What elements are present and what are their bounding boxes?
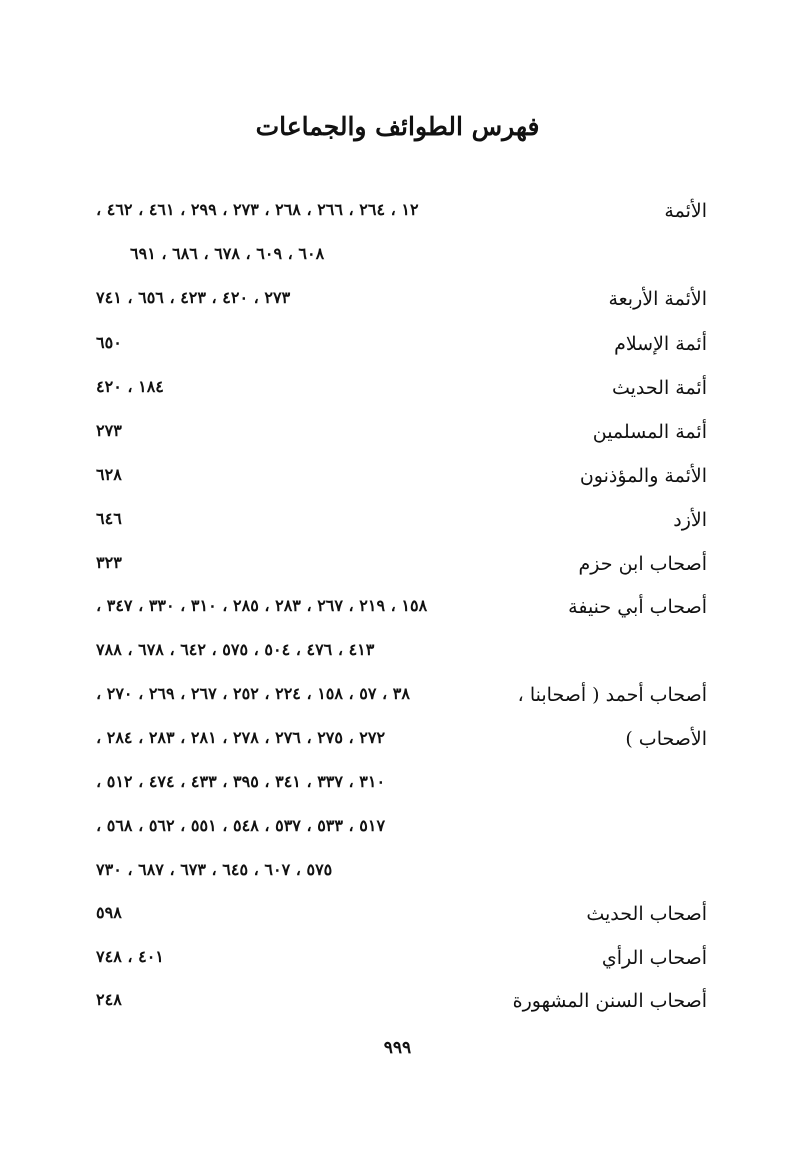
entry-term: أصحاب ابن حزم [578, 553, 707, 575]
entry-term: أئمة الحديث [611, 377, 707, 399]
entry-term: أئمة المسلمين [592, 421, 707, 443]
index-entry-continuation [0, 244, 795, 278]
entry-page-refs: ٤٠١ ، ٧٤٨ [96, 947, 164, 966]
entry-term: أصحاب الحديث [586, 903, 707, 925]
entry-page-refs: ٢٧٢ ، ٢٧٥ ، ٢٧٦ ، ٢٧٨ ، ٢٨١ ، ٢٨٣ ، ٢٨٤ ، [96, 728, 386, 747]
page-number: ٩٩٩ [383, 1038, 412, 1058]
entry-page-refs: ١٨٤ ، ٤٢٠ [96, 377, 164, 396]
entry-page-refs: ٦٤٦ [96, 509, 122, 528]
entry-term: أصحاب أحمد ( أصحابنا ، [517, 684, 707, 706]
index-entry [0, 947, 795, 981]
index-entry-continuation [0, 772, 795, 806]
entry-page-refs: ٢٤٨ [96, 990, 122, 1009]
entry-page-refs: ٥٩٨ [96, 903, 122, 922]
index-entry [0, 990, 795, 1024]
index-entry [0, 684, 795, 718]
entry-page-refs: ٤١٣ ، ٤٧٦ ، ٥٠٤ ، ٥٧٥ ، ٦٤٢ ، ٦٧٨ ، ٧٨٨ [96, 640, 375, 659]
entry-page-refs: ٢٧٣ ، ٤٢٠ ، ٤٢٣ ، ٦٥٦ ، ٧٤١ [96, 288, 291, 307]
entry-term: الأئمة [664, 200, 707, 222]
entry-term: الأزد [673, 509, 707, 531]
entry-page-refs: ٦٠٨ ، ٦٠٩ ، ٦٧٨ ، ٦٨٦ ، ٦٩١ [130, 244, 325, 263]
index-entry [0, 288, 795, 322]
index-entry [0, 596, 795, 630]
entry-page-refs: ٣٢٣ [96, 553, 122, 572]
entry-page-refs: ٦٢٨ [96, 465, 122, 484]
entry-term-continuation: الأصحاب ) [625, 728, 707, 750]
index-entry-continuation [0, 640, 795, 674]
index-entry-continuation [0, 816, 795, 850]
index-entry [0, 200, 795, 234]
entry-term: الأئمة الأربعة [608, 288, 707, 310]
entry-term: أصحاب السنن المشهورة [512, 990, 707, 1012]
index-entry [0, 333, 795, 367]
entry-page-refs: ٥١٧ ، ٥٣٣ ، ٥٣٧ ، ٥٤٨ ، ٥٥١ ، ٥٦٢ ، ٥٦٨ ، [96, 816, 386, 835]
index-entry-continuation [0, 860, 795, 894]
page-title: فهرس الطوائف والجماعات [255, 112, 540, 141]
entry-page-refs: ٥٧٥ ، ٦٠٧ ، ٦٤٥ ، ٦٧٣ ، ٦٨٧ ، ٧٣٠ [96, 860, 333, 879]
entry-page-refs: ١٢ ، ٢٦٤ ، ٢٦٦ ، ٢٦٨ ، ٢٧٣ ، ٢٩٩ ، ٤٦١ ، ٤٦٢ ، [96, 200, 419, 219]
index-entry [0, 553, 795, 587]
entry-page-refs: ٣٨ ، ٥٧ ، ١٥٨ ، ٢٢٤ ، ٢٥٢ ، ٢٦٧ ، ٢٦٩ ، ٢٧٠ ، [96, 684, 410, 703]
entry-term: أصحاب أبي حنيفة [568, 596, 707, 618]
entry-term: أئمة الإسلام [614, 333, 707, 355]
entry-term: الأئمة والمؤذنون [579, 465, 707, 487]
entry-term: أصحاب الرأي [601, 947, 707, 969]
entry-page-refs: ٢٧٣ [96, 421, 122, 440]
index-entry [0, 903, 795, 937]
index-entry [0, 421, 795, 455]
entry-page-refs: ١٥٨ ، ٢١٩ ، ٢٦٧ ، ٢٨٣ ، ٢٨٥ ، ٣١٠ ، ٣٣٠ ، ٣٤٧ ، [96, 596, 428, 615]
index-entry [0, 465, 795, 499]
index-entry [0, 377, 795, 411]
index-entry-continuation [0, 728, 795, 762]
entry-page-refs: ٣١٠ ، ٣٣٧ ، ٣٤١ ، ٣٩٥ ، ٤٣٣ ، ٤٧٤ ، ٥١٢ ، [96, 772, 386, 791]
index-entry [0, 509, 795, 543]
entry-page-refs: ٦٥٠ [96, 333, 122, 352]
